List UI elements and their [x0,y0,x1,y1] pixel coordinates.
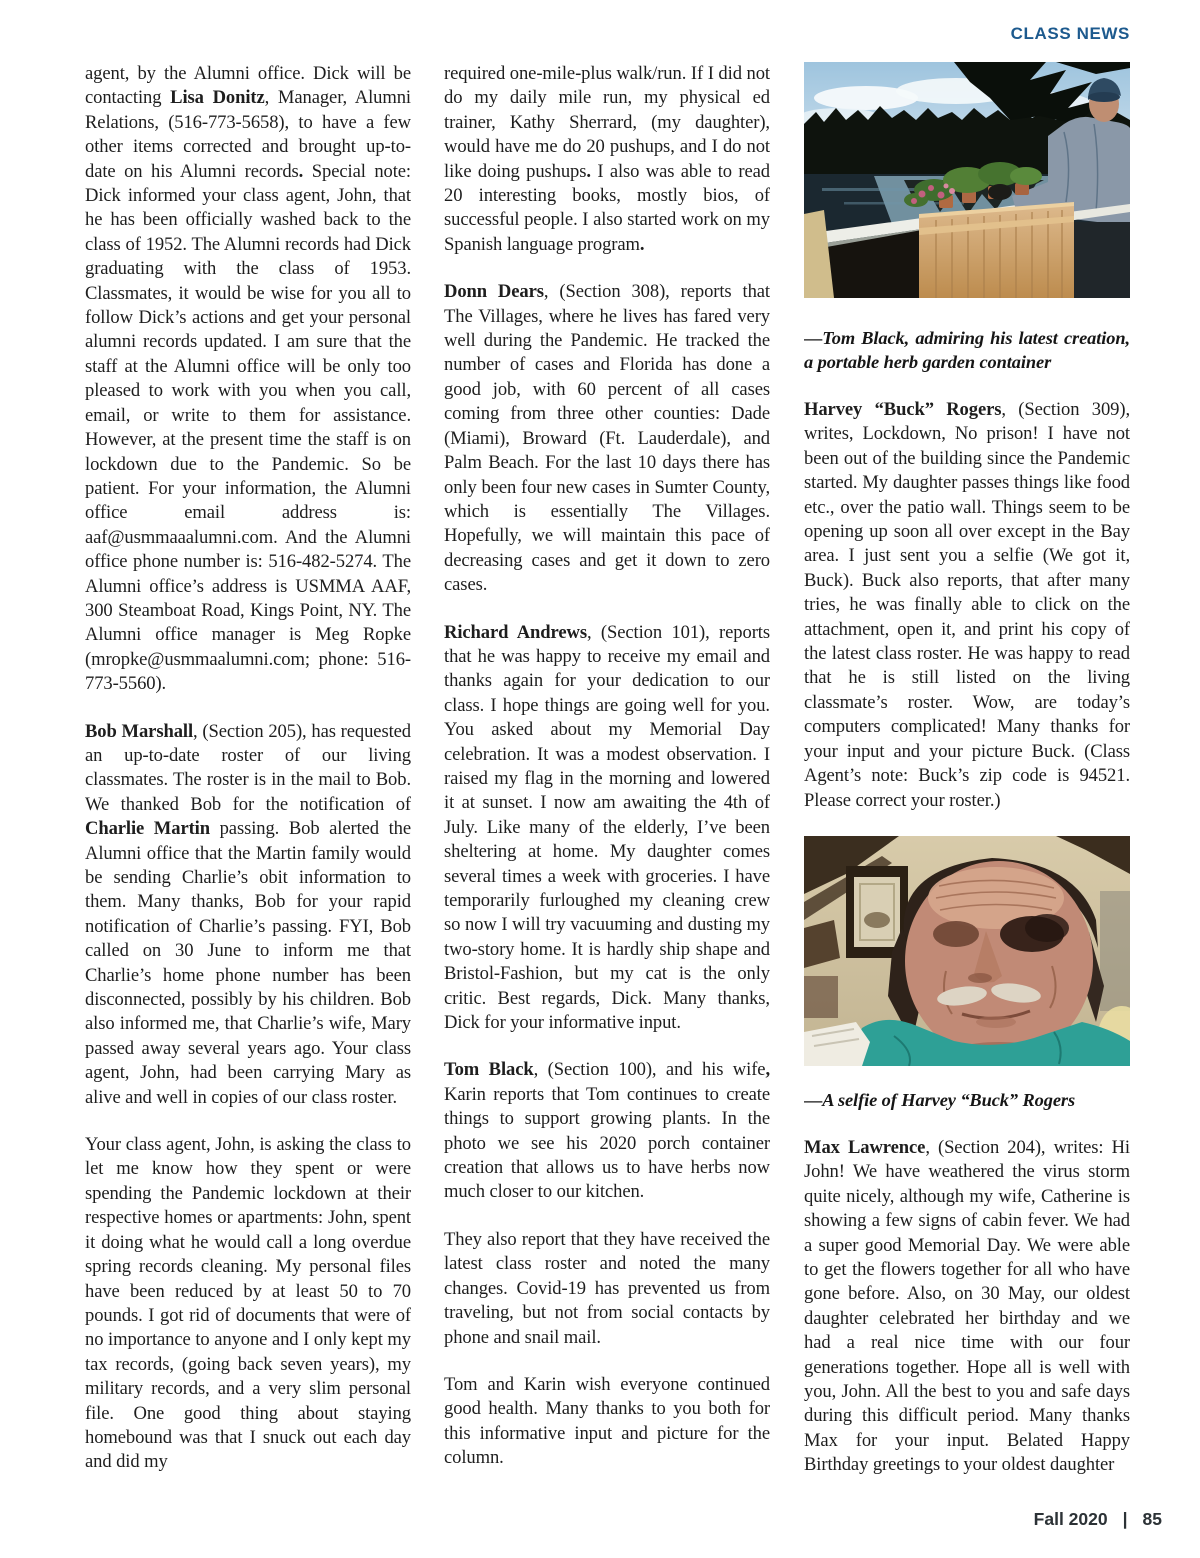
photo-selfie [804,836,1130,1066]
photo-caption: —A selfie of Harvey “Buck” Rogers [804,1089,1075,1110]
column-2 [444,62,770,1524]
footer-separator: | [1122,1509,1128,1529]
paragraph: Max Lawrence, (Section 204), writes: Hi John! We have weathered the virus storm quite nicely, although my wife, Catherine is showing a few signs of cabin fever. We had a super good Memorial Day. We were able to get the flowers together for all who have gone before. Also, on 30 May, our oldest daughter celebrated her birthday and we had a real nice time with our four generations together. Hope all is well with you, John. All the best to you and safe days during this difficult period. Many thanks Max for your input. Belated Happy Birthday greetings to your oldest daughter [804,1136,1130,1476]
paragraph: required one-mile-plus walk/run. If I did not do my daily mile run, my physical ed trainer, Kathy Sherrard, (my daughter), would have me do 20 pushups, and I do not like doing pushups. I also was able to read 20 interesting books, mostly bios, of successful people. I also started work on my Spanish language program. [444,63,770,255]
paragraph: They also report that they have received the latest class roster and noted the many changes. Covid-19 has prevented us from traveling, but not from social contacts by phone and snail mail. [444,1228,770,1348]
photo-caption: —Tom Black, admiring his latest creation, a portable herb garden container [804,328,1130,372]
paragraph: Harvey “Buck” Rogers, (Section 309), writes, Lockdown, No prison! I have not been out of the building since the Pandemic started. My daughter passes things like food etc., over the patio wall. Things seem to be opening up soon all over except in the Bay area. I just sent you a selfie (We got it, Buck). Buck also reports, that after many tries, he was finally able to click on the attachment, open it, and print his copy of the latest class roster. He was happy to read that he is still listed on the living classmate’s roster. Wow, are today’s computers complicated! Many thanks for your input and your picture Buck. (Class Agent’s note: Buck’s zip code is 94521. Please correct your roster.) [804,399,1130,811]
paragraph: agent, by the Alumni office. Dick will be contacting Lisa Donitz, Manager, Alumni Relations, (516-773-5658), to have a few other items corrected and brought up-to-date on his Alumni records. Special note: Dick informed your class agent, John, that he has been officially washed back to the class of 1952. The Alumni records had Dick graduating with the class of 1953. Classmates, it would be wise for you all to follow Dick’s actions and get your personal alumni records updated. I am sure that the staff at the Alumni office will be only too pleased to work with you when you call, email, or write to them for assistance. However, at the present time the staff is on lockdown due to the Pandemic. So be patient. For your information, the Alumni office email address is: aaf@usmmaaalumni.com. And the Alumni office phone number is: 516-482-5274. The Alumni office’s address is USMMA AAF, 300 Steamboat Road, Kings Point, NY. The Alumni office manager is Meg Ropke (mropke@usmmaalumni.com; phone: 516-773-5560). [85,63,411,695]
footer-page-number: 85 [1142,1509,1162,1529]
column-1 [85,62,411,1524]
paragraph: Your class agent, John, is asking the class to let me know how they spent or were spending the Pandemic lockdown at their respective homes or apartments: John, spent it doing what he would call a long overdue spring records cleaning. My personal files have been reduced by at least 50 to 70 pounds. I got rid of documents that were of no importance to anyone and I only kept my tax records, (going back seven years), my military records, and a very slim personal file. One good thing about staying homebound was that I snuck out each day and did my [85,1134,411,1473]
photo-porch-garden [804,62,1130,298]
page-footer [1034,1509,1162,1530]
paragraph: Donn Dears, (Section 308), reports that The Villages, where he lives has fared very well during the Pandemic. He tracked the number of cases and Florida has done a good job, with 60 percent of all cases coming from three other counties: Dade (Miami), Broward (Ft. Lauderdale), and Palm Beach. For the last 10 days there has only been four new cases in Sumter County, which is essentially The Villages. Hopefully, we will maintain this pace of decreasing cases and get it down to zero cases. [444,281,770,596]
column-3 [804,62,1130,1524]
paragraph: Bob Marshall, (Section 205), has requested an up-to-date roster of our living classmates. The roster is in the mail to Bob. We thanked Bob for the notification of Charlie Martin passing. Bob alerted the Alumni office that the Martin family would be sending Charlie’s obit information to them. Many thanks, Bob for your rapid notification of Charlie’s passing. FYI, Bob called on 30 June to inform me that Charlie’s home phone number has been disconnected, possibly by his children. Bob also informed me, that Charlie’s wife, Mary passed away several years ago. Your class agent, John, had been carrying Mary as alive and well in copies of our class roster. [85,720,411,1108]
footer-issue: Fall 2020 [1033,1509,1108,1529]
paragraph: Richard Andrews, (Section 101), reports that he was happy to receive my email and thanks again for your dedication to our class. I hope things are going well for you. You asked about my Memorial Day celebration. It was a modest observation. I raised my flag in the morning and lowered it at sunset. I now am awaiting the 4th of July. Like many of the elderly, I’ve been sheltering at home. My daughter comes several times a week with groceries. I have temporarily furloughed my cleaning crew so now I will try vacuuming and dusting my two-story home. It is hardly ship shape and Bristol-Fashion, but my cat is the only critic. Best regards, Dick. Many thanks, Dick for your informative input. [444,621,770,1034]
page-title: CLASS NEWS [1010,24,1130,43]
paragraph: Tom and Karin wish everyone continued good health. Many thanks to you both for this informative input and picture for the column. [444,1373,770,1469]
paragraph: Tom Black, (Section 100), and his wife, Karin reports that Tom continues to create things to support growing plants. In the photo we see his 2020 porch container creation that allows us to have herbs now much closer to our kitchen. [444,1059,770,1203]
